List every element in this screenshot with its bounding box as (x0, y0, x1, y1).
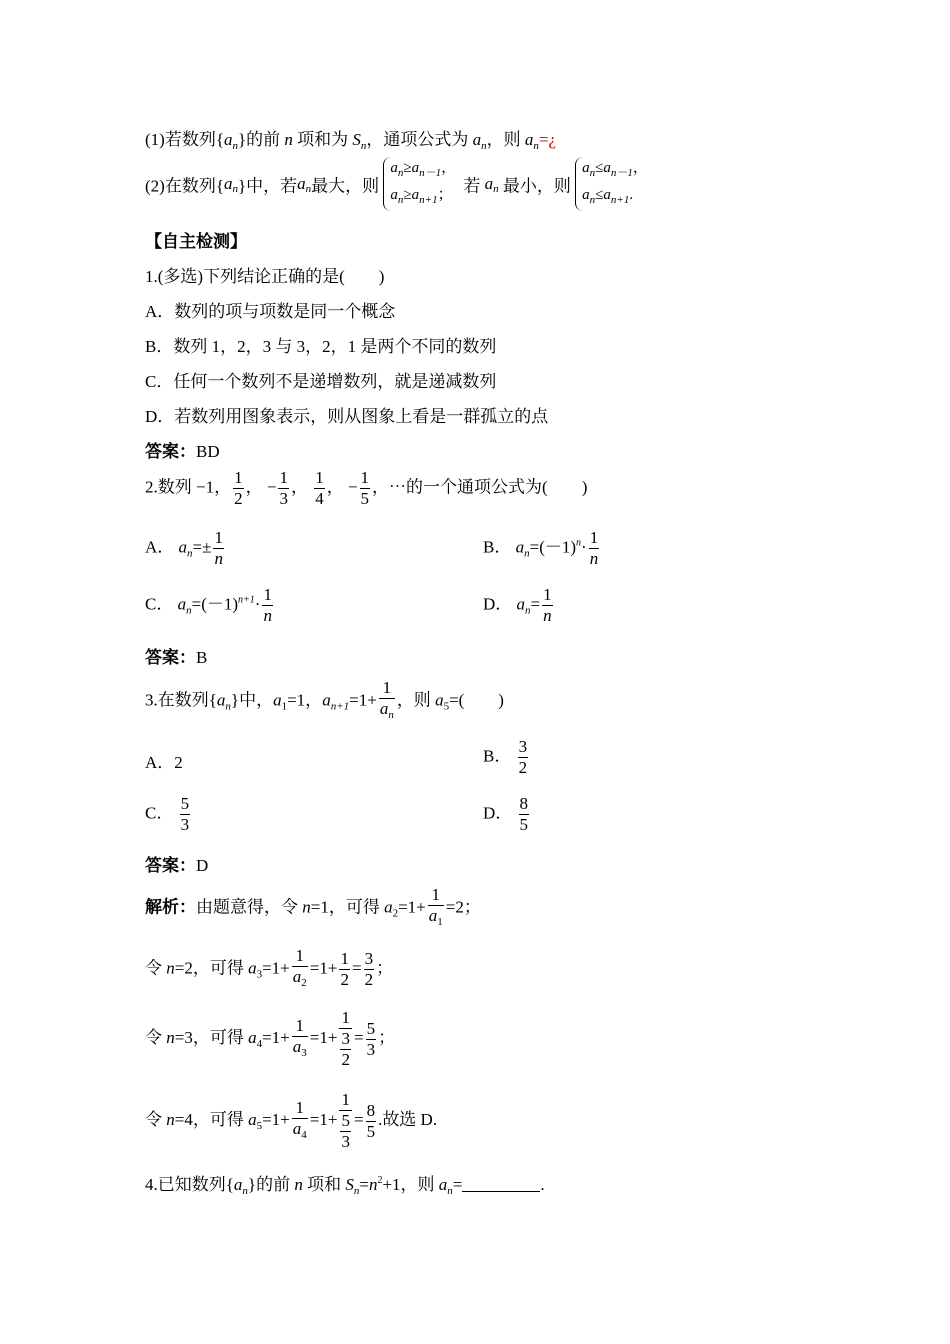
section-heading: 【自主检测】 (145, 232, 247, 251)
answer-blank[interactable] (462, 1175, 540, 1192)
q2-stem: 2.数列 −1， $\frac{1}{2}$ ， − $\frac{1}{3}$ ， $\frac{1}{4}$ ， − $\frac{1}{5}$ ，⋯的一个通项公式为( ) (145, 468, 588, 508)
q2-option-d: D． $a_n=$ $\frac{1}{n}$ (483, 585, 552, 625)
q1-option-b: B．数列 1，2，3 与 3，2，1 是两个不同的数列 (145, 337, 497, 356)
q2-option-b: B． $a_n=(-1)^n\cdot$ $\frac{1}{n}$ (483, 528, 599, 568)
solution-line-1: 解析：由题意得，令 n=1，可得 $a_2=1+$ $\frac{1}{a_1}$ =2； (145, 885, 481, 928)
solution-line-2: 令 n=2，可得 $a_3=1+$ $\frac{1}{a_2}$ =1+ $\frac{1}{2}$ = $\frac{3}{2}$ ； (145, 946, 394, 989)
q3-option-d: D． $\frac{8}{5}$ (483, 794, 529, 834)
q4-stem: 4.已知数列$\{a_n\}$的前 n 项和 $S_n=n^2+1$，则 $a_n=$ . (145, 1175, 545, 1197)
q1-stem: 1.(多选)下列结论正确的是( ) (145, 267, 385, 286)
formula-line-1: (1)若数列$\{a_n\}$的前 n 项和为 $S_n$，通项公式为 $a_n$，则 $a_n=¿$ (145, 130, 557, 152)
solution-line-3: 令 n=3，可得 $a_4=1+$ $\frac{1}{a_3}$ =1+ $\frac{1}{\frac{3}{2}}$ = $\frac{5}{3}$ ； (145, 1008, 396, 1069)
min-condition-brace: $a_n\le a_{n-1}$， $a_n\le a_{n+1}$. (575, 157, 651, 211)
q3-stem: 3.在数列$\{a_n\}$中，$a_1=1$，$a_{n+1}=1+$ $\frac{1}{a_n}$ ，则 $a_5=$( ) (145, 678, 504, 721)
q2-option-c: C． $a_n=(-1)^{n+1}\cdot$ $\frac{1}{n}$ (145, 585, 272, 625)
q1-option-a: A．数列的项与项数是同一个概念 (145, 302, 396, 321)
q3-option-a: A．2 (145, 753, 183, 772)
q3-option-c: C． $\frac{5}{3}$ (145, 794, 190, 834)
q2-answer: 答案：B (145, 648, 208, 667)
formula-line-2: (2)在数列$\{a_n\}$中，若$a_n$最大，则 $a_n\ge a_{n-1}$， $a_n\ge a_{n+1}$； 若 $a_n$ 最小，则 $a_n\le a_{n-1}$， $a_n\le a_{n+1}$. (145, 157, 651, 211)
q1-option-d: D．若数列用图象表示，则从图象上看是一群孤立的点 (145, 407, 549, 426)
q1-option-c: C．任何一个数列不是递增数列，就是递减数列 (145, 372, 497, 391)
q1-answer: 答案：BD (145, 442, 220, 461)
q3-option-b: B． $\frac{3}{2}$ (483, 737, 528, 777)
solution-line-4: 令 n=4，可得 $a_5=1+$ $\frac{1}{a_4}$ =1+ $\frac{1}{\frac{5}{3}}$ = $\frac{8}{5}$ .故选 D. (145, 1090, 438, 1151)
max-condition-brace: $a_n\ge a_{n-1}$， $a_n\ge a_{n+1}$； (383, 157, 459, 211)
q3-answer: 答案：D (145, 856, 209, 875)
q2-option-a: A． $a_n=\pm$ $\frac{1}{n}$ (145, 528, 223, 568)
